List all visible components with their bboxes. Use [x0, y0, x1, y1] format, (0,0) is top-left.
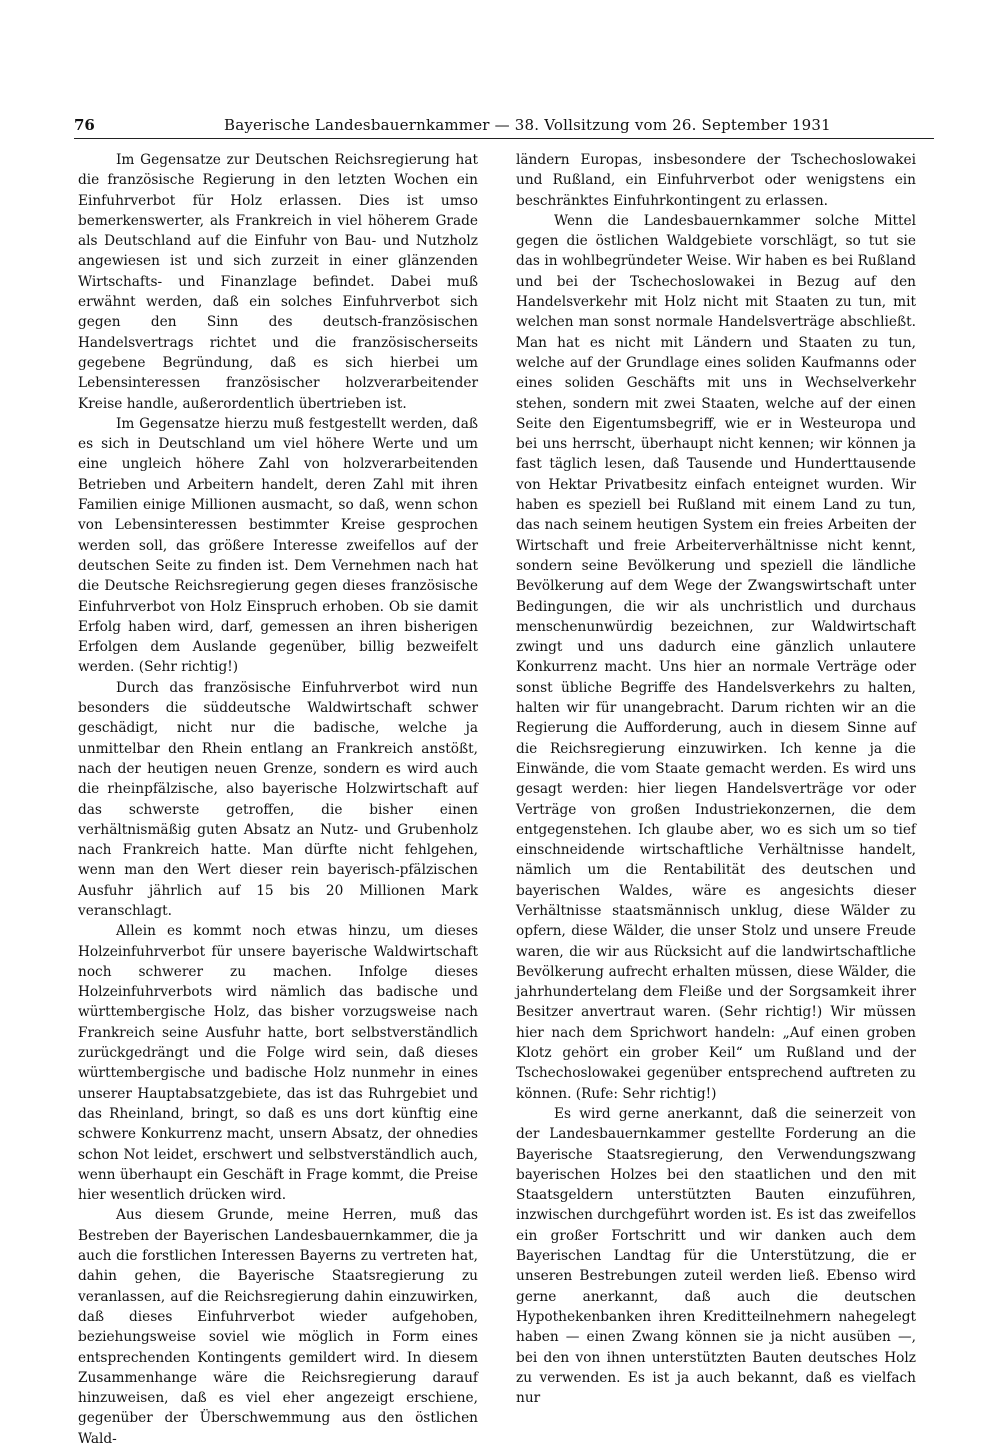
page-header	[74, 116, 934, 138]
header-rule	[74, 138, 934, 139]
paragraph: Aus diesem Grunde, meine Herren, muß das Bestreben der Bayerischen Landesbauernkammer, die ja auch die forstlichen Interessen Bayerns zu vertreten hat, dahin gehen, die Bayerische Staatsregierung zu veranlassen, auf die Reichsregierung dahin einzuwirken, daß dieses Einfuhrverbot wieder aufgehoben, beziehungsweise soviel wie möglich in Form eines entsprechenden Kontingents gemildert wird. In diesem Zusammenhange wäre die Reichsregierung darauf hinzuweisen, daß es viel eher angezeigt erschiene, gegenüber der Überschwemmung aus den östlichen Wald-	[78, 1207, 478, 1447]
paragraph: Im Gegensatze zur Deutschen Reichsregierung hat die französische Regierung in den letzten Wochen ein Einfuhrverbot für Holz erlassen. Dies ist umso bemerkenswerter, als Frankreich in viel höherem Grade als Deutschland auf die Einfuhr von Bau- und Nutzholz angewiesen ist und sich zurzeit in einer glänzenden Wirtschafts- und Finanzlage befindet. Dabei muß erwähnt werden, daß ein solches Einfuhrverbot sich gegen den Sinn des deutsch-französischen Handelsvertrags richtet und die französischerseits gegebene Begründung, daß es sich hierbei um Lebensinteressen französischer holzverarbeitender Kreise handle, außerordentlich übertrieben ist.	[78, 152, 478, 412]
paragraph-continuation: ländern Europas, insbesondere der Tschechoslowakei und Rußland, ein Einfuhrverbot oder wenigstens ein beschränktes Einfuhrkontingent zu erlassen.	[516, 152, 916, 209]
paragraph: Allein es kommt noch etwas hinzu, um dieses Holzeinfuhrverbot für unsere bayerische Waldwirtschaft noch schwerer zu machen. Infolge dieses Holzeinfuhrverbots wird nämlich das badische und württembergische Holz, das bisher vorzugsweise nach Frankreich seine Ausfuhr hatte, bort selbstverständlich zurückgedrängt und die Folge wird sein, daß dieses württembergische und badische Holz nunmehr in eines unserer Hauptabsatzgebiete, das ist das Ruhrgebiet und das Rheinland, bringt, so daß es uns dort künftig eine schwere Konkurrenz macht, unsern Absatz, der ohnedies schon Not leidet, erschwert und selbstverständlich auch, wenn überhaupt ein Geschäft in Frage kommt, die Preise hier wesentlich drücken wird.	[78, 923, 478, 1204]
paragraph: Wenn die Landesbauernkammer solche Mittel gegen die östlichen Waldgebiete vorschlägt, so tut sie das in wohlbegründeter Weise. Wir haben es bei Rußland und bei der Tschechoslowakei in Bezug auf den Handelsverkehr mit Holz nicht mit Staaten zu tun, mit welchen man sonst normale Handelsverträge abschließt. Man hat es nicht mit Ländern und Staaten zu tun, welche auf der Grundlage eines soliden Kaufmanns oder eines soliden Geschäfts mit uns in Wechselverkehr stehen, sondern mit zwei Staaten, welche auf der einen Seite den Eigentumsbegriff, wie er in Westeuropa und bei uns herrscht, überhaupt nicht kennen; wir können ja fast täglich lesen, daß Tausende und Hunderttausende von Hektar Privatbesitz einfach enteignet wurden. Wir haben es speziell bei Rußland mit einem Land zu tun, das nach seinem heutigen System ein freies Arbeiten der Wirtschaft und freie Arbeiterverhältnisse nicht kennt, sondern seine Bevölkerung und speziell die ländliche Bevölkerung auf dem Wege der Zwangswirtschaft unter Bedingungen, die wir als unchristlich und durchaus menschenunwürdig bezeichnen, zur Waldwirtschaft zwingt und uns dadurch eine gänzlich unlautere Konkurrenz macht. Uns hier an normale Verträge oder sonst übliche Begriffe des Handelsverkehrs zu halten, halten wir für unangebracht. Darum richten wir an die Regierung die Aufforderung, auch in diesem Sinne auf die Reichsregierung einzuwirken. Ich kenne ja die Einwände, die vom Staate gemacht werden. Es wird uns gesagt werden: hier liegen Handelsverträge vor oder Verträge von großen Industriekonzernen, die dem entgegenstehen. Ich glaube aber, wo es sich um so tief einschneidende wirtschaftliche Verhältnisse handelt, nämlich um die Rentabilität des deutschen und bayerischen Waldes, wäre es angesichts dieser Verhältnisse staatsmännisch unklug, diese Wälder zu opfern, diese Wälder, die unser Stolz und unsere Freude waren, die wir aus Rücksicht auf die landwirtschaftliche Bevölkerung aufrecht erhalten müssen, diese Wälder, die jahrhundertelang dem Fleiße und der Sorgsamkeit ihrer Besitzer anvertraut waren. (Sehr richtig!) Wir müssen hier nach dem Sprichwort handeln: „Auf einen groben Klotz gehört ein grober Keil“ um Rußland und der Tschechoslowakei gegenüber entsprechend auftreten zu können. (Rufe: Sehr richtig!)	[516, 212, 916, 1102]
paragraph: Es wird gerne anerkannt, daß die seinerzeit von der Landesbauernkammer gestellte Forderung an die Bayerische Staatsregierung, den Verwendungszwang bayerischen Holzes bei den staatlichen und den mit Staatsgeldern unterstützten Bauten einzuführen, inzwischen durchgeführt worden ist. Es ist das zweifellos ein großer Fortschritt und wir danken auch dem Bayerischen Landtag für die Unterstützung, die er unseren Bestrebungen zuteil werden ließ. Ebenso wird gerne anerkannt, daß auch die deutschen Hypothekenbanken ihren Kreditteilnehmern nahegelegt haben — einen Zwang können sie ja nicht ausüben —, bei den von ihnen unterstützten Bauten deutsches Holz zu verwenden. Es ist ja auch bekannt, daß es vielfach nur	[516, 1105, 916, 1407]
paragraph: Im Gegensatze hierzu muß festgestellt werden, daß es sich in Deutschland um viel höhere Werte und um eine ungleich höhere Zahl von holzverarbeitenden Betrieben und Arbeitern handelt, deren Zahl mit ihren Familien einige Millionen ausmacht, so daß, wenn schon von Lebensinteressen bestimmter Kreise gesprochen werden soll, das größere Interesse zweifellos auf der deutschen Seite zu finden ist. Dem Vernehmen nach hat die Deutsche Reichsregierung gegen dieses französische Einfuhrverbot von Holz Einspruch erhoben. Ob sie damit Erfolg haben wird, darf, gemessen an ihren bisherigen Erfolgen dem Auslande gegenüber, billig bezweifelt werden. (Sehr richtig!)	[78, 415, 478, 676]
paragraph: Durch das französische Einfuhrverbot wird nun besonders die süddeutsche Waldwirtschaft schwer geschädigt, nicht nur die badische, welche ja unmittelbar den Rhein entlang an Frankreich anstößt, nach der heutigen neuen Grenze, sondern es wird auch die rheinpfälzische, also bayerische Holzwirtschaft auf das schwerste getroffen, die bisher einen verhältnismäßig guten Absatz an Nutz- und Grubenholz nach Frankreich hatte. Man dürfte nicht fehlgehen, wenn man den Wert dieser rein bayerisch-pfälzischen Ausfuhr jährlich auf 15 bis 20 Millionen Mark veranschlagt.	[78, 679, 478, 919]
left-column	[78, 150, 478, 1449]
right-column	[516, 150, 916, 1408]
page-number: 76	[74, 116, 95, 134]
running-head: Bayerische Landesbauernkammer — 38. Vollsitzung vom 26. September 1931	[224, 116, 831, 134]
